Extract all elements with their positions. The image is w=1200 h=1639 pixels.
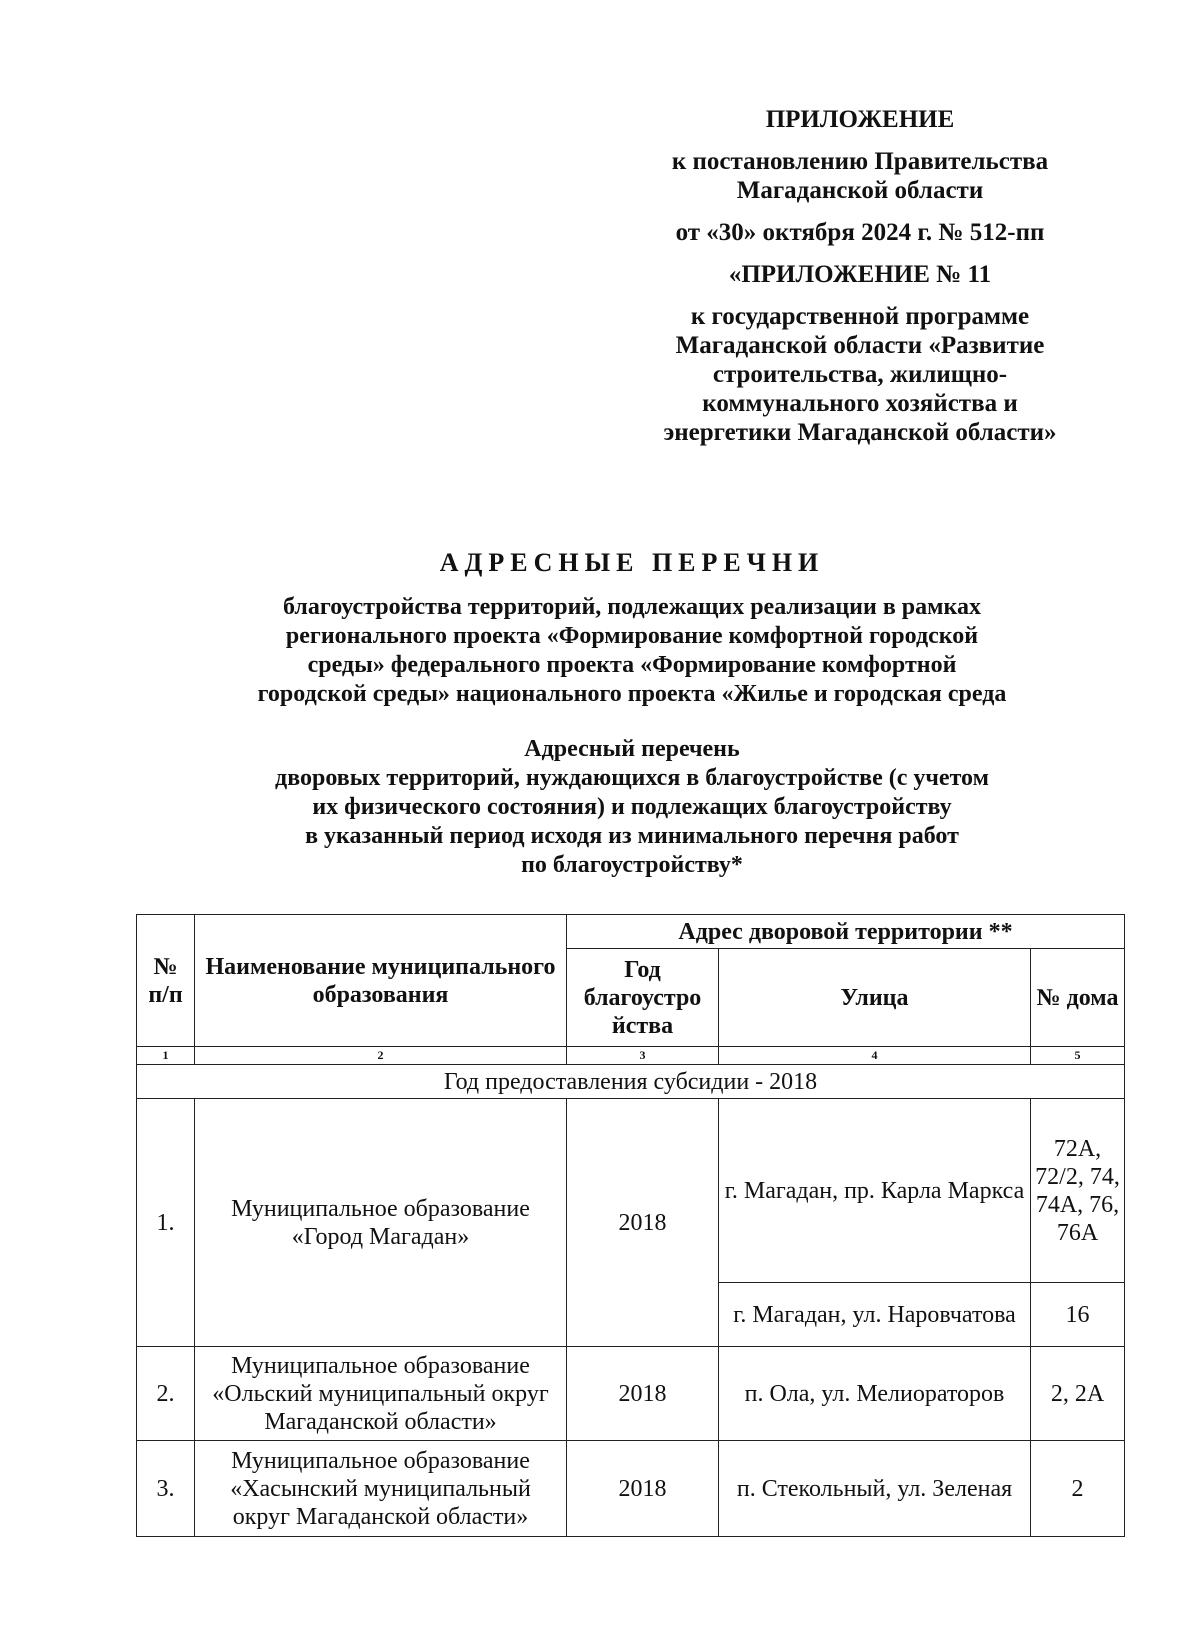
- subtitle-line: благоустройства территорий, подлежащих реализации в рамках: [283, 594, 981, 620]
- row-number: 2.: [137, 1347, 195, 1441]
- header-num: № п/п: [137, 915, 195, 1047]
- row-house: 72А, 72/2, 74, 74А, 76, 76А: [1031, 1099, 1125, 1283]
- list-line: дворовых территорий, нуждающихся в благоустройстве (с учетом: [275, 765, 989, 791]
- list-line: по благоустройству*: [521, 852, 743, 878]
- annex-title: ПРИЛОЖЕНИЕ: [765, 106, 955, 133]
- annex-program-line: к государственной программе: [690, 303, 1030, 330]
- annex-line: к постановлению Правительства: [671, 148, 1049, 175]
- row-year: 2018: [567, 1441, 719, 1537]
- column-number: 1: [137, 1047, 195, 1065]
- table-header-row: [137, 915, 1125, 949]
- header-house: № дома: [1031, 949, 1125, 1047]
- annex-date: от «30» октября 2024 г. № 512-пп: [675, 219, 1045, 246]
- header-address: Адрес дворовой территории **: [567, 915, 1125, 949]
- document-subtitle: [170, 593, 1094, 709]
- annex-line: Магаданской области: [736, 177, 984, 204]
- subtitle-line: среды» федерального проекта «Формирование комфортной: [307, 652, 957, 678]
- row-street: г. Магадан, ул. Наровчатова: [719, 1283, 1031, 1347]
- column-number: 5: [1031, 1047, 1125, 1065]
- row-year: 2018: [567, 1099, 719, 1347]
- subtitle-line: городской среды» национального проекта «Жилье и городская среда: [257, 681, 1007, 707]
- header-street: Улица: [719, 949, 1031, 1047]
- row-municipality: Муниципальное образование «Город Магадан»: [195, 1099, 567, 1347]
- address-table: [136, 914, 1125, 1537]
- header-municipality: Наименование муниципального образования: [195, 915, 567, 1047]
- row-number: 1.: [137, 1099, 195, 1347]
- annex-header: [590, 105, 1130, 447]
- document-title: АДРЕСНЫЕ ПЕРЕЧНИ: [439, 548, 825, 577]
- row-municipality: Муниципальное образование «Ольский муниципальный округ Магаданской области»: [195, 1347, 567, 1441]
- header-year: Год благоустро йства: [567, 949, 719, 1047]
- column-number: 2: [195, 1047, 567, 1065]
- row-house: 2: [1031, 1441, 1125, 1537]
- annex-program-line: Магаданской области «Развитие: [675, 332, 1045, 359]
- row-street: п. Стекольный, ул. Зеленая: [719, 1441, 1031, 1537]
- row-street: п. Ола, ул. Мелиораторов: [719, 1347, 1031, 1441]
- annex-title-2: «ПРИЛОЖЕНИЕ № 11: [728, 261, 992, 288]
- list-line: в указанный период исходя из минимального перечня работ: [305, 823, 959, 849]
- row-number: 3.: [137, 1441, 195, 1537]
- column-number: 4: [719, 1047, 1031, 1065]
- annex-program-line: строительства, жилищно-: [712, 361, 1008, 388]
- row-house: 16: [1031, 1283, 1125, 1347]
- annex-program-line: энергетики Магаданской области»: [663, 419, 1057, 446]
- row-municipality: Муниципальное образование «Хасынский муниципальный округ Магаданской области»: [195, 1441, 567, 1537]
- column-numbers-row: [137, 1047, 1125, 1065]
- list-line: их физического состояния) и подлежащих благоустройству: [312, 794, 952, 820]
- section-row: [137, 1065, 1125, 1099]
- row-house: 2, 2А: [1031, 1347, 1125, 1441]
- section-label: Год предоставления субсидии - 2018: [137, 1065, 1125, 1099]
- row-street: г. Магадан, пр. Карла Маркса: [719, 1099, 1031, 1283]
- list-title: Адресный перечень: [524, 736, 740, 762]
- table-row: [137, 1099, 1125, 1283]
- table-row: [137, 1441, 1125, 1537]
- row-year: 2018: [567, 1347, 719, 1441]
- annex-program-line: коммунального хозяйства и: [702, 390, 1018, 417]
- column-number: 3: [567, 1047, 719, 1065]
- subtitle-line: регионального проекта «Формирование комфортной городской: [285, 623, 979, 649]
- list-heading: [170, 735, 1094, 880]
- table-row: [137, 1347, 1125, 1441]
